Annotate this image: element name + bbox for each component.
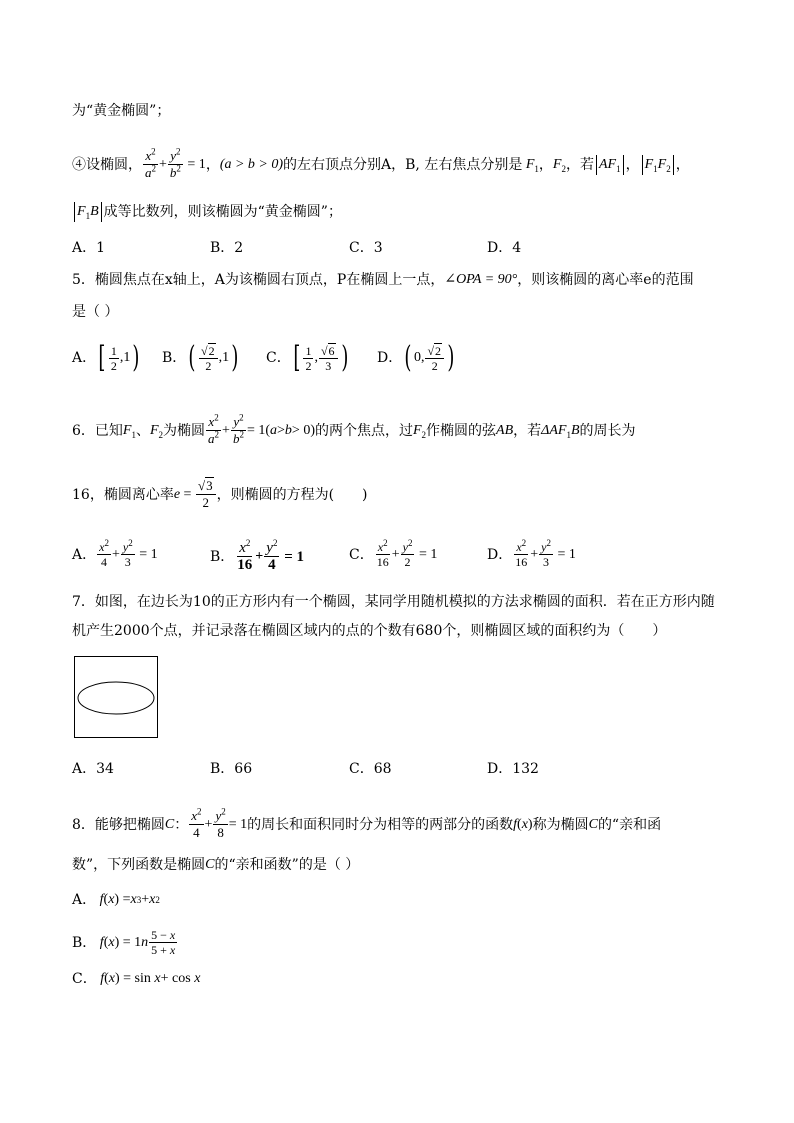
q7-option-c[interactable]: C．68 (349, 761, 392, 777)
q6-option-b[interactable]: B． $\frac{x^2}{16}$ + $\frac{y^2}{4}$ = 1 (210, 538, 305, 573)
q5-option-c[interactable]: C． [ $\frac{1}{2}$ , $\frac{√6}{3}$ ) (266, 340, 348, 375)
q7-option-d[interactable]: D．132 (487, 761, 539, 777)
q5-option-b[interactable]: B． ( $\frac{√2}{2}$ ,1 ) (162, 340, 239, 375)
q7-line-2: 机产生2000个点，并记录落在椭圆区域内的点的个数有680个，则椭圆区域的面积约为（ ） (72, 623, 667, 639)
q5-option-d[interactable]: D． ( 0, $\frac{√2}{2}$ ) (377, 340, 455, 375)
q8-line-2: 数”，下列函数是椭圆 C 的“亲和函数”的是（ ） (72, 857, 360, 873)
q6-line-2: 16，椭圆离心率 e = $\frac{√3}{2}$ ，则椭圆的方程为( ) (72, 478, 368, 510)
q6-line-1: 6．已知 $F_1$ 、 $F_2$ 为椭圆 $\frac{x^2}{a^2}$ + $\frac{y^2}{b^2}$ = 1( a > b > 0) 的两个焦点，过 $F_2$ 作椭圆的弦 AB ，若 $\Delta AF_1B$ 的周长为 (72, 412, 636, 446)
abs-f1f2: $F_1F_2$ (642, 155, 674, 175)
q8-option-a[interactable]: A． f ( x ) = x 3 + x 2 (72, 892, 160, 908)
q5-line-2: 是（ ） (72, 304, 119, 320)
q4-option-b[interactable]: B．2 (210, 240, 244, 256)
q5-option-a[interactable]: A． [ $\frac{1}{2}$ ,1 ) (72, 340, 140, 375)
q5-line-1: 5．椭圆焦点在x轴上，A为该椭圆右顶点，P在椭圆上一点， ∠OPA = 90° ，则该椭圆的离心率e的范围 (72, 272, 694, 288)
q7-option-a[interactable]: A．34 (72, 761, 114, 777)
item-4-line: ④设椭圆， $\frac{x^2}{a^2}$ + $\frac{y^2}{b^2}$ = 1 ， (a > b > 0) 的左右顶点分别A，B, 左右焦点分别是 $F_1$ ， $F_2$ ，若 $AF_1$ ， $F_1F_2$ ， (72, 146, 690, 180)
square-ellipse-figure (74, 656, 158, 738)
text-line-1: 为“黄金椭圆”； (72, 103, 171, 119)
q7-line-1: 7．如图，在边长为10的正方形内有一个椭圆，某同学用随机模拟的方法求椭圆的面积．若在正方形内随 (72, 594, 715, 610)
abs-af1: $AF_1$ (596, 155, 624, 175)
q7-option-b[interactable]: B．66 (210, 761, 253, 777)
q8-option-c[interactable]: C． f ( x ) = sin x + cos x (72, 971, 201, 987)
ellipse-in-square-diagram (75, 657, 157, 737)
q4-option-d[interactable]: D．4 (487, 240, 522, 256)
q6-option-d[interactable]: D． $\frac{x^2}{16}$ + $\frac{y^2}{3}$ = 1 (487, 538, 576, 569)
q4-option-a[interactable]: A．1 (72, 240, 106, 256)
q8-line-1: 8．能够把椭圆 C ： $\frac{x^2}{4}$ + $\frac{y^2}{8}$ = 1 的周长和面积同时分为相等的两部分的函数 f ( x ) 称为椭圆 C 的“亲和函 (72, 806, 662, 840)
abs-f1b: $F_1B$ (74, 202, 102, 222)
fraction-x2-a2: $\frac{x^2}{a^2}$ (145, 146, 156, 180)
q6-option-c[interactable]: C． $\frac{x^2}{16}$ + $\frac{y^2}{2}$ = 1 (349, 538, 438, 569)
fraction-y2-b2: $\frac{y^2}{b^2}$ (169, 146, 181, 180)
q8-option-b[interactable]: B． f ( x ) = 1 n $\frac{5 - x}{5 + x}$ (72, 928, 176, 957)
item-4-line-2: $F_1B$ 成等比数列，则该椭圆为“黄金椭圆”； (72, 202, 342, 222)
q4-option-c[interactable]: C．3 (349, 240, 383, 256)
ellipse-shape (78, 682, 154, 714)
q6-option-a[interactable]: A． $\frac{x^2}{4}$ + $\frac{y^2}{3}$ = 1 (72, 538, 158, 569)
